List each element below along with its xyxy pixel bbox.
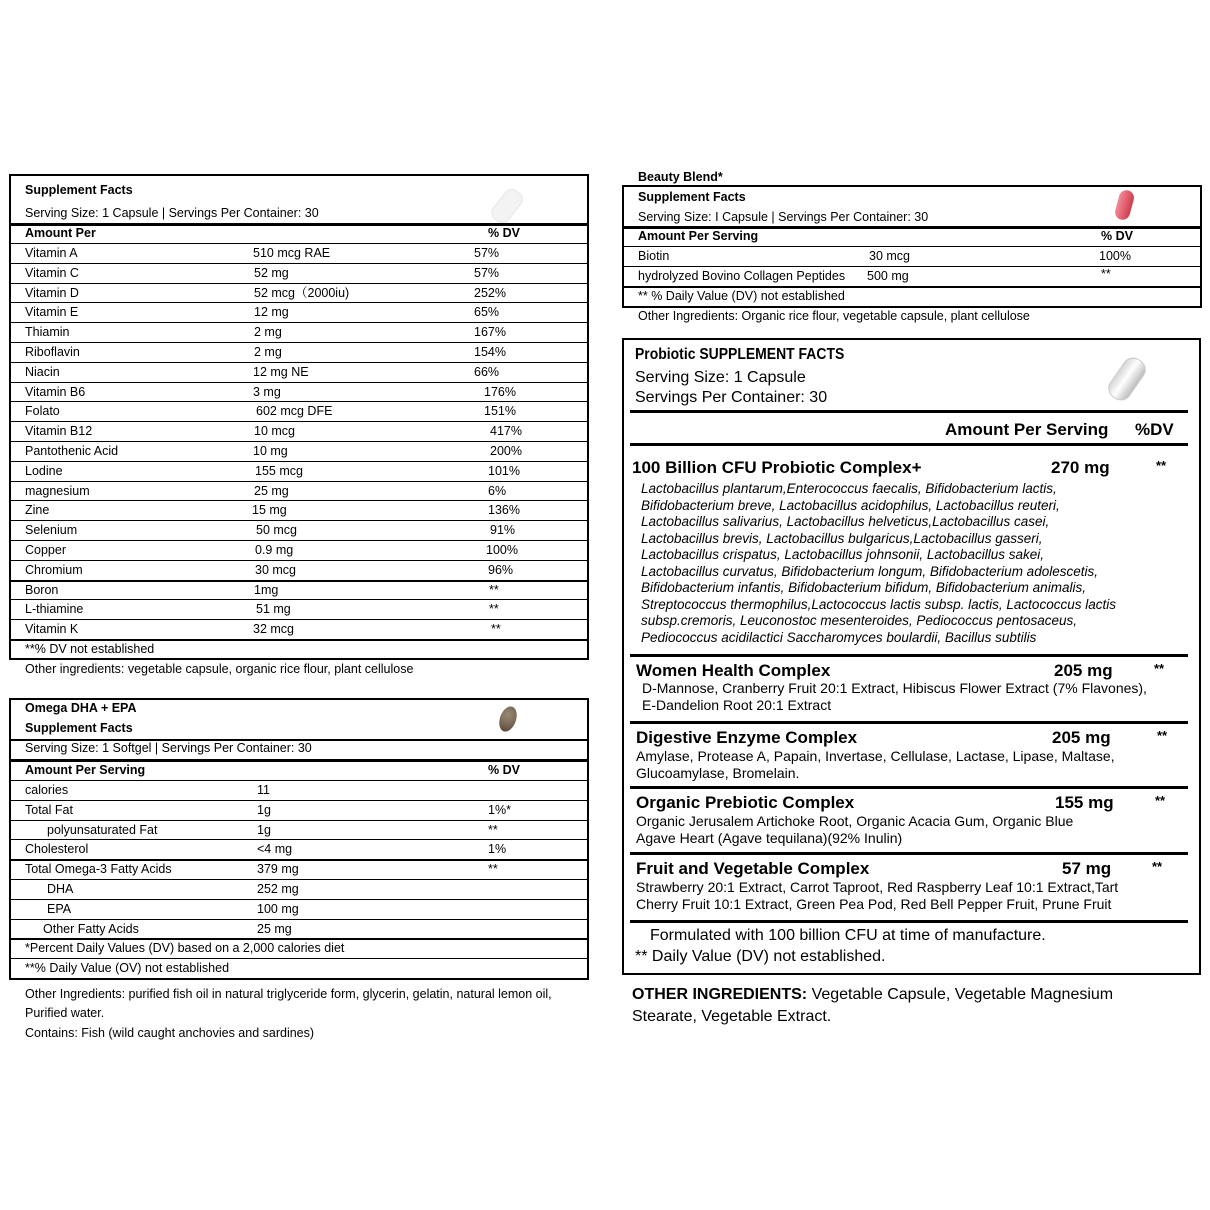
beauty-header-amount: Amount Per Serving [638, 229, 759, 243]
omega-header-dv: % DV [488, 763, 520, 777]
complex-dv: ** [1156, 458, 1167, 473]
row-nutrient-name: EPA [47, 902, 72, 916]
row-amount: 12 mg [254, 305, 289, 319]
beauty-serving: Serving Size: I Capsule | Servings Per Container: 30 [638, 210, 929, 224]
row-amount: 1g [257, 823, 271, 837]
row-nutrient-name: polyunsaturated Fat [47, 823, 158, 837]
probiotic-footnote: ** Daily Value (DV) not established. [635, 948, 886, 965]
complex-amount: 155 mg [1055, 793, 1114, 812]
row-nutrient-name: Vitamin D [25, 286, 79, 300]
row-nutrient-name: Cholesterol [25, 842, 89, 856]
row-amount: 30 mcg [255, 563, 296, 577]
omega-footnote-2: **% Daily Value (OV) not established [25, 961, 230, 975]
row-amount: 602 mcg DFE [256, 404, 333, 418]
complex-name: 100 Billion CFU Probiotic Complex+ [632, 458, 922, 477]
row-amount: 10 mg [253, 444, 288, 458]
row-dv: 96% [488, 563, 514, 577]
beauty-row-name: Biotin [638, 249, 670, 263]
row-nutrient-name: Vitamin B12 [25, 424, 93, 438]
row-amount: 15 mg [252, 503, 287, 517]
row-nutrient-name: Vitamin K [25, 622, 79, 636]
omega-other-2: Purified water. [25, 1006, 105, 1020]
row-amount: 0.9 mg [255, 543, 294, 557]
row-amount: 10 mcg [254, 424, 295, 438]
row-amount: 25 mg [257, 922, 292, 936]
row-dv: 91% [490, 523, 516, 537]
beauty-title: Beauty Blend* [638, 170, 723, 184]
row-nutrient-name: magnesium [25, 484, 90, 498]
row-dv: 417% [490, 424, 522, 438]
row-nutrient-name: Niacin [25, 365, 60, 379]
complex-dv: ** [1155, 793, 1166, 808]
row-nutrient-name: Vitamin E [25, 305, 79, 319]
row-nutrient-name: Vitamin C [25, 266, 79, 280]
omega-serving: Serving Size: 1 Softgel | Servings Per Container: 30 [25, 741, 312, 755]
probiotic-header-amount: Amount Per Serving [945, 420, 1109, 439]
row-amount: 51 mg [256, 602, 291, 616]
complex-amount: 57 mg [1062, 859, 1112, 878]
multivitamin-title: Supplement Facts [25, 183, 133, 197]
row-amount: 252 mg [257, 882, 299, 896]
probiotic-title: Probiotic SUPPLEMENT FACTS [635, 346, 845, 363]
row-amount: 25 mg [254, 484, 289, 498]
complex-dv: ** [1152, 859, 1163, 874]
row-dv: 65% [474, 305, 500, 319]
row-amount: 3 mg [253, 385, 281, 399]
row-amount: 155 mcg [255, 464, 303, 478]
row-nutrient-name: Selenium [25, 523, 78, 537]
complex-ingredients: Amylase, Protease A, Papain, Invertase, Cellulase, Lactase, Lipase, Maltase, Glucoamylase, Bromelain. [636, 748, 1115, 781]
complex-name: Women Health Complex [636, 661, 831, 680]
row-dv: ** [488, 823, 498, 837]
complex-name: Digestive Enzyme Complex [636, 728, 858, 747]
row-nutrient-name: calories [25, 783, 69, 797]
row-amount: 12 mg NE [253, 365, 309, 379]
omega-header-amount: Amount Per Serving [25, 763, 146, 777]
row-amount: 50 mcg [256, 523, 297, 537]
row-amount: 510 mcg RAE [253, 246, 331, 260]
row-dv: 66% [474, 365, 500, 379]
row-amount: 32 mcg [253, 622, 294, 636]
row-nutrient-name: Chromium [25, 563, 83, 577]
beauty-row-dv: 100% [1099, 249, 1131, 263]
complex-amount: 270 mg [1051, 458, 1110, 477]
row-nutrient-name: Vitamin B6 [25, 385, 86, 399]
row-amount: 100 mg [257, 902, 299, 916]
row-nutrient-name: Zine [25, 503, 50, 517]
row-dv: 1% [488, 842, 507, 856]
probiotic-servings-per-container: Servings Per Container: 30 [635, 389, 828, 406]
row-dv: ** [491, 622, 501, 636]
row-dv: ** [489, 602, 499, 616]
beauty-row-amount: 500 mg [867, 269, 909, 283]
row-nutrient-name: L-thiamine [25, 602, 84, 616]
row-dv: 176% [484, 385, 516, 399]
row-dv: ** [489, 583, 499, 597]
beauty-row-amount: 30 mcg [869, 249, 910, 263]
beauty-other-ingredients: Other Ingredients: Organic rice flour, vegetable capsule, plant cellulose [638, 309, 1030, 323]
row-amount: 379 mg [257, 862, 299, 876]
multivitamin-footnote: **% DV not established [25, 642, 155, 656]
multivitamin-header-dv: % DV [488, 226, 520, 240]
row-dv: 154% [474, 345, 506, 359]
row-nutrient-name: Thiamin [25, 325, 70, 339]
beauty-row-name: hydrolyzed Bovino Collagen Peptides [638, 269, 846, 283]
row-amount: 2 mg [254, 345, 282, 359]
row-nutrient-name: Lodine [25, 464, 63, 478]
omega-contains: Contains: Fish (wild caught anchovies and sardines) [25, 1026, 315, 1040]
probiotic-formulated-note: Formulated with 100 billion CFU at time of manufacture. [650, 927, 1046, 944]
complex-amount: 205 mg [1052, 728, 1111, 747]
row-amount: 52 mg [254, 266, 289, 280]
row-amount: <4 mg [257, 842, 293, 856]
row-nutrient-name: Riboflavin [25, 345, 80, 359]
row-dv: 57% [474, 246, 500, 260]
complex-name: Fruit and Vegetable Complex [636, 859, 870, 878]
row-amount: 1g [257, 803, 271, 817]
probiotic-header-dv: %DV [1135, 420, 1174, 439]
row-dv: 100% [486, 543, 518, 557]
complex-dv: ** [1154, 661, 1165, 676]
complex-amount: 205 mg [1054, 661, 1113, 680]
omega-footnote-1: *Percent Daily Values (DV) based on a 2,000 calories diet [25, 941, 345, 955]
row-dv: 136% [488, 503, 520, 517]
row-nutrient-name: Total Fat [25, 803, 73, 817]
beauty-header-dv: % DV [1101, 229, 1133, 243]
row-amount: 11 [257, 783, 270, 797]
row-nutrient-name: Other Fatty Acids [43, 922, 139, 936]
multivitamin-header-amount: Amount Per [25, 226, 96, 240]
row-dv: 6% [488, 484, 507, 498]
row-nutrient-name: Boron [25, 583, 59, 597]
beauty-footnote: ** % Daily Value (DV) not established [638, 289, 845, 303]
complex-name: Organic Prebiotic Complex [636, 793, 855, 812]
row-nutrient-name: Pantothenic Acid [25, 444, 119, 458]
row-dv: 57% [474, 266, 500, 280]
complex-ingredients: D-Mannose, Cranberry Fruit 20:1 Extract, Hibiscus Flower Extract (7% Flavones), E-Dandelion Root 20:1 Extract [642, 680, 1147, 713]
row-nutrient-name: Total Omega-3 Fatty Acids [25, 862, 172, 876]
multivitamin-serving: Serving Size: 1 Capsule | Servings Per Container: 30 [25, 206, 319, 220]
complex-ingredients: Organic Jerusalem Artichoke Root, Organic Acacia Gum, Organic Blue Agave Heart (Agave tequilana)(92% Inulin) [636, 813, 1074, 846]
complex-dv: ** [1157, 728, 1168, 743]
omega-subtitle: Supplement Facts [25, 721, 133, 735]
omega-other-1: Other Ingredients: purified fish oil in natural triglyceride form, glycerin, gelatin, natural lemon oil, [25, 987, 552, 1001]
multivitamin-other-ingredients: Other ingredients: vegetable capsule, organic rice flour, plant cellulose [25, 662, 414, 676]
complex-ingredients: Strawberry 20:1 Extract, Carrot Taproot, Red Raspberry Leaf 10:1 Extract,Tart Cherry Fruit 10:1 Extract, Green Pea Pod, Red Bell Pepper Fruit, Prune Fruit [636, 879, 1119, 912]
row-nutrient-name: Copper [25, 543, 66, 557]
row-amount: 1mg [254, 583, 279, 597]
row-nutrient-name: DHA [47, 882, 74, 896]
row-dv: ** [488, 862, 498, 876]
row-dv: 151% [484, 404, 516, 418]
row-nutrient-name: Folato [25, 404, 60, 418]
row-nutrient-name: Vitamin A [25, 246, 78, 260]
complex-ingredients: Lactobacillus plantarum,Enterococcus faecalis, Bifidobacterium lactis, Bifidobacterium breve, Lactobacillus acidophilus, Lactobacillus reuteri, Lactobacillus salivarius, Lactobacillus helveticus,Lactobacillus casei, Lactobacillus brevis, Lactobacillus bulgaricus,Lactobacillus gasseri, Lactobacillus crispatus, Lactobacillus johnsonii, Lactobacillus sakei, Lactobacillus curvatus, Bifidobacterium longum, Bifidobacterium adolescetis, Bifidobacterium infantis, Bifidobacterium bifidum, Bifidobacterium animalis, Streptococcus thermophilus,Lactococcus lactis subsp. lactis, Lactococcus lactis subsp.cremoris, Leuconostoc mesenteroides, Pediococcus pentosaceus, Pediococcus acidilactici Saccharomyces boulardii, Bacillus subtilis [641, 481, 1116, 645]
row-dv: 200% [490, 444, 522, 458]
other-ingredients-label: OTHER INGREDIENTS: [632, 986, 808, 1003]
omega-title: Omega DHA + EPA [25, 701, 137, 715]
row-amount: 52 mcg（2000iu) [254, 286, 350, 300]
probiotic-other-ingredients: OTHER INGREDIENTS: Vegetable Capsule, Vegetable Magnesium Stearate, Vegetable Extract. [632, 986, 1114, 1025]
beauty-row-dv: ** [1101, 267, 1111, 281]
row-dv: 252% [474, 286, 506, 300]
row-dv: 167% [474, 325, 506, 339]
probiotic-serving-size: Serving Size: 1 Capsule [635, 369, 806, 386]
row-amount: 2 mg [254, 325, 282, 339]
row-dv: 101% [488, 464, 520, 478]
beauty-subtitle: Supplement Facts [638, 190, 746, 204]
row-dv: 1%* [488, 803, 511, 817]
